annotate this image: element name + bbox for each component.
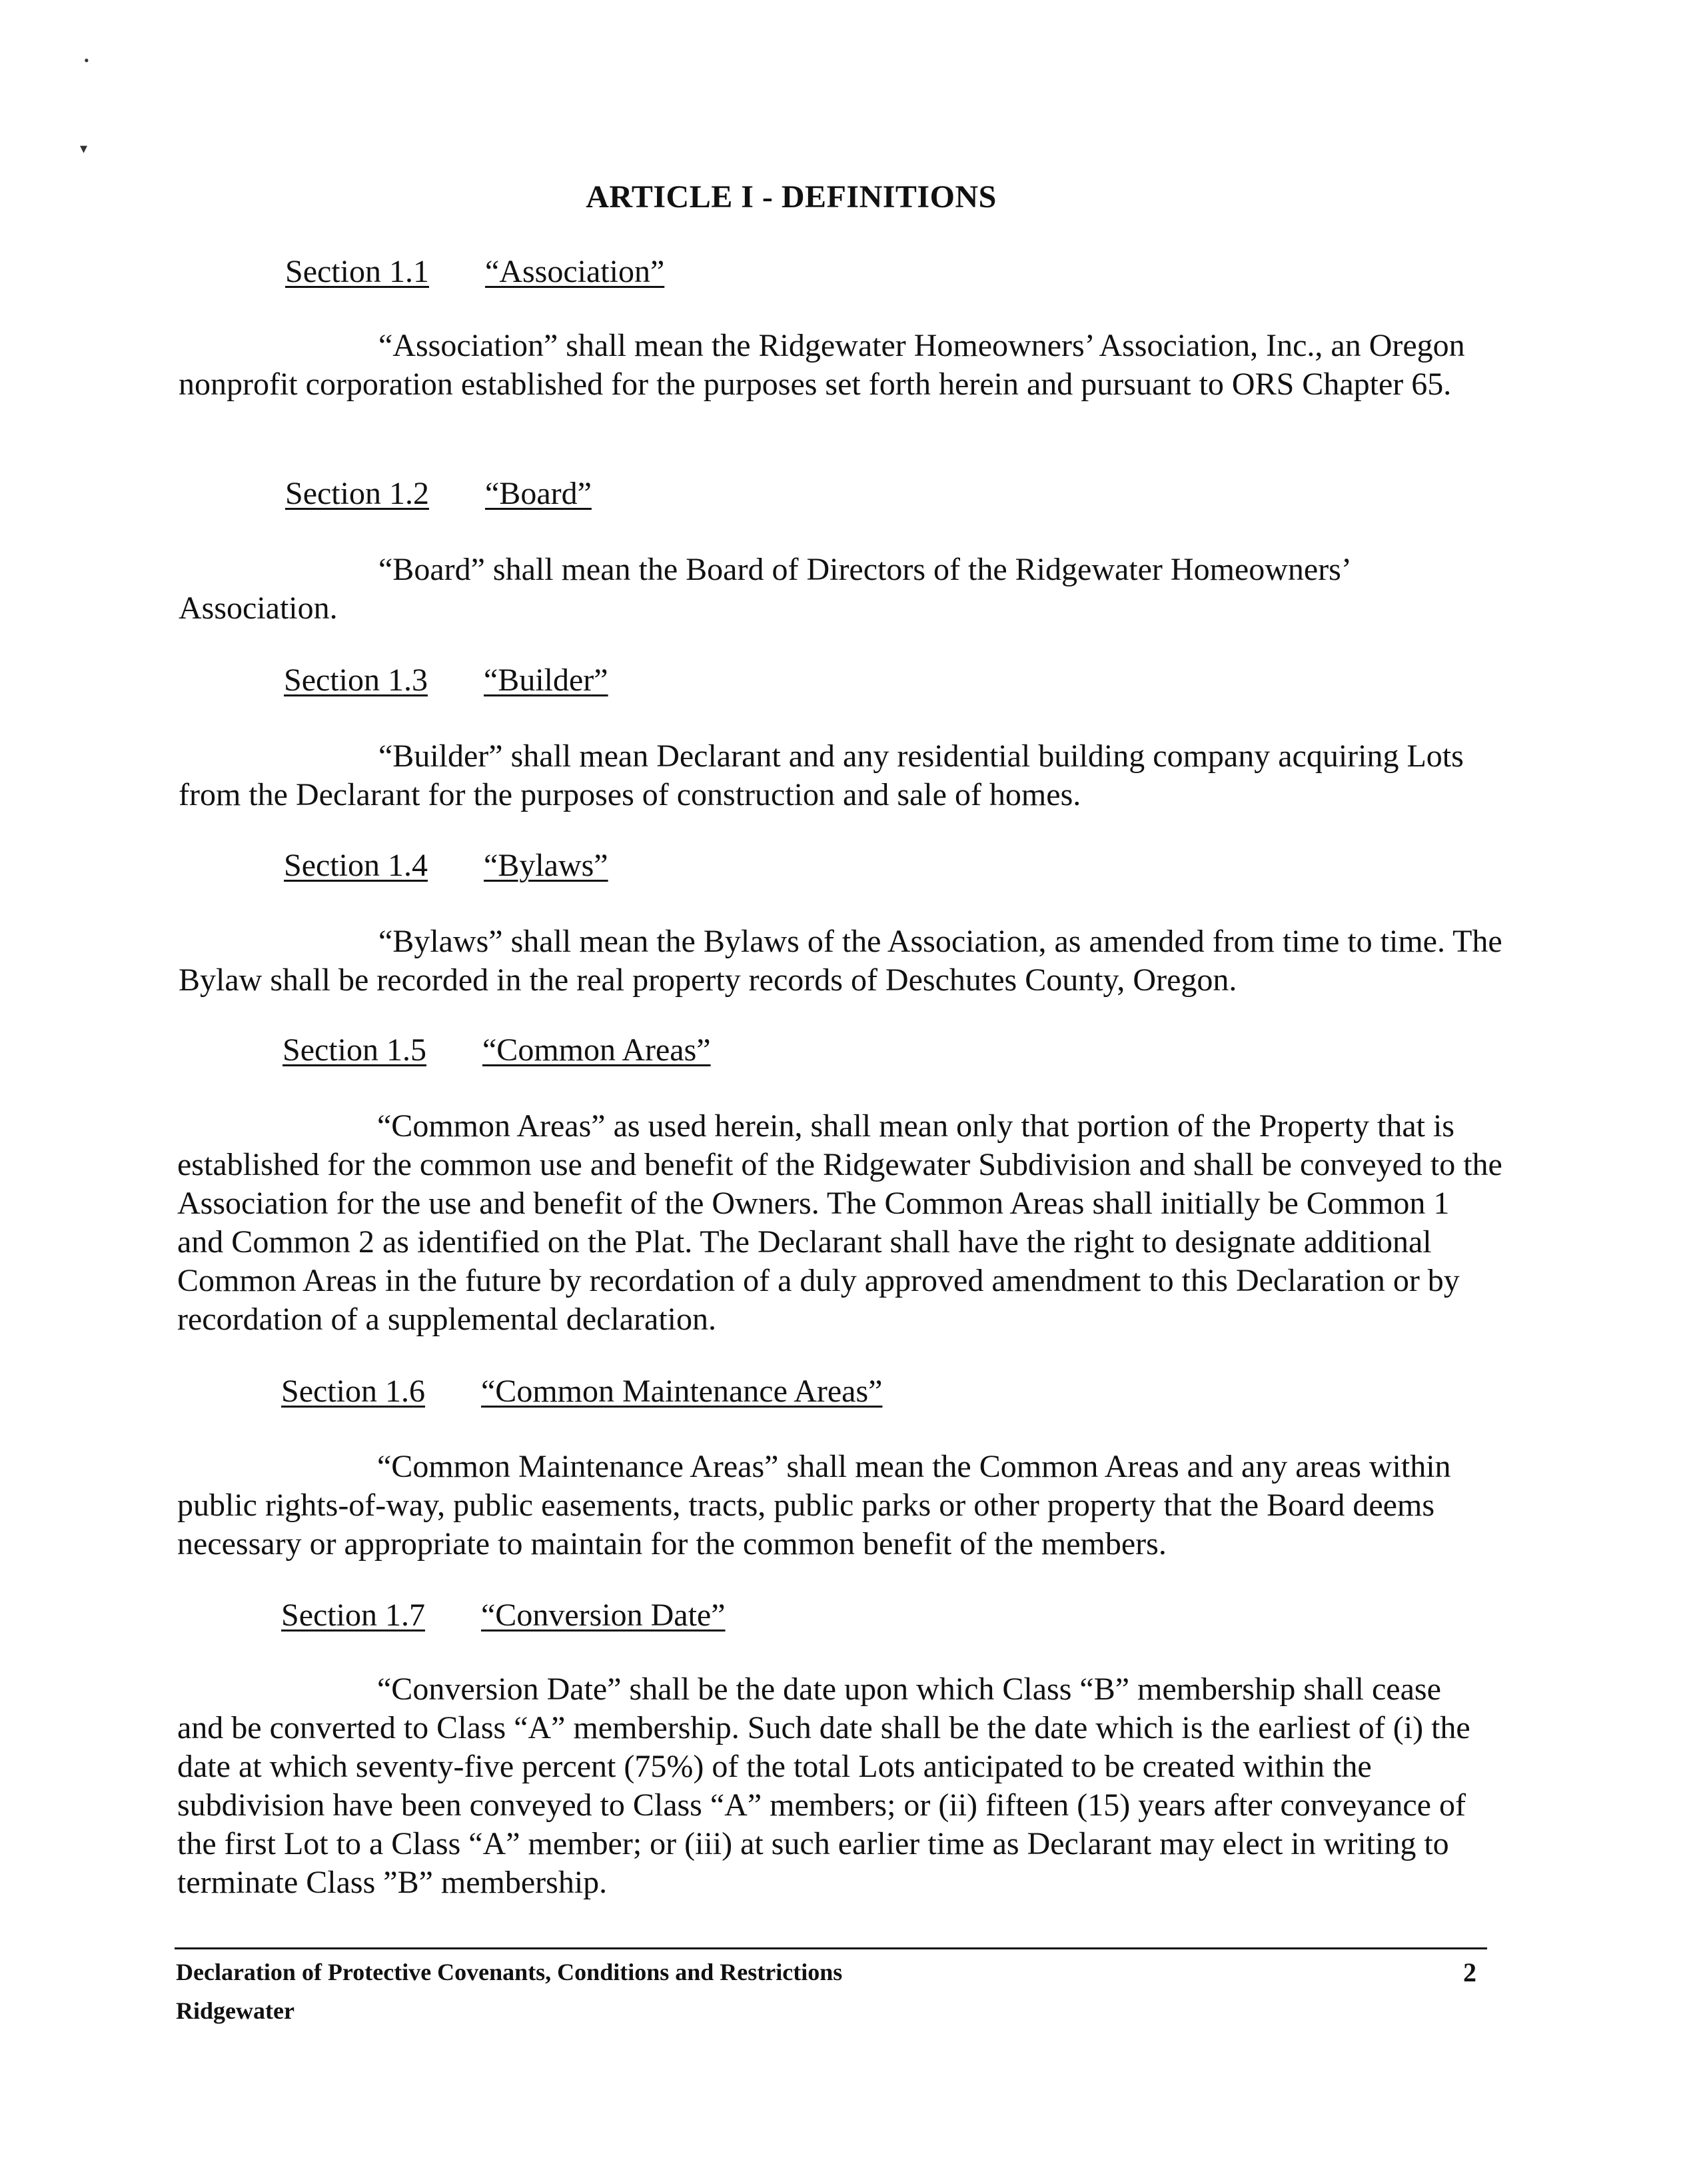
- section-number: Section 1.1: [285, 254, 429, 289]
- section-number: Section 1.5: [282, 1032, 426, 1068]
- section-title: “Common Areas”: [482, 1032, 711, 1068]
- section-title: “Board”: [485, 476, 592, 511]
- section-body: [179, 327, 1482, 404]
- section-text: “Common Maintenance Areas” shall mean the Common Areas and any areas within public rights-of-way, public easements, tracts, public parks or other property that the Board deems necessary or appropriate to maintain for the common benefit of the members.: [177, 1449, 1451, 1562]
- page-number: 2: [1463, 1957, 1476, 1987]
- footer-rule: [175, 1947, 1487, 1949]
- footer-title: Declaration of Protective Covenants, Conditions and Restrictions: [176, 1959, 843, 1985]
- section-text: “Builder” shall mean Declarant and any residential building company acquiring Lots from the Declarant for the purposes of construction and sale of homes.: [179, 738, 1464, 812]
- section-body: [179, 550, 1482, 628]
- scan-dot-mark: •: [84, 52, 89, 69]
- section-title: “Conversion Date”: [481, 1598, 726, 1633]
- section-number: Section 1.7: [281, 1598, 425, 1633]
- article-title: ARTICLE I - DEFINITIONS: [586, 179, 997, 215]
- section-title: “Builder”: [484, 662, 608, 698]
- section-heading: [284, 662, 608, 698]
- section-number: Section 1.4: [284, 848, 428, 883]
- scan-arrow-mark: ▾: [80, 140, 88, 157]
- section-text: “Conversion Date” shall be the date upon which Class “B” membership shall cease and be converted to Class “A” membership. Such date shall be the date which is the earliest of (i) the date at which seventy-five percent (75%) of the total Lots anticipated to be created within the subdivision have been conveyed to Class “A” members; or (ii) fifteen (15) years after conveyance of the first Lot to a Class “A” member; or (iii) at such earlier time as Declarant may elect in writing to terminate Class ”B” membership.: [177, 1671, 1470, 1900]
- footer-subtitle: Ridgewater: [176, 1997, 294, 2024]
- section-title: “Bylaws”: [484, 848, 608, 883]
- section-text: “Common Areas” as used herein, shall mean only that portion of the Property that is established for the common use and benefit of the Ridgewater Subdivision and shall be conveyed to the Association for the use and benefit of the Owners. The Common Areas shall initially be Common 1 and Common 2 as identified on the Plat. The Declarant shall have the right to designate additional Common Areas in the future by recordation of a duly approved amendment to this Declaration or by recordation of a supplemental declaration.: [177, 1108, 1502, 1337]
- section-heading: [282, 1032, 711, 1068]
- section-title: “Common Maintenance Areas”: [481, 1374, 883, 1409]
- section-body: [177, 1670, 1476, 1902]
- section-heading: [284, 847, 608, 884]
- section-heading: [285, 253, 665, 290]
- section-heading: [285, 475, 592, 512]
- section-heading: [281, 1373, 883, 1410]
- section-number: Section 1.2: [285, 476, 429, 511]
- section-text: “Association” shall mean the Ridgewater Homeowners’ Association, Inc., an Oregon nonprofit corporation established for the purposes set forth herein and pursuant to ORS Chapter 65.: [179, 328, 1465, 402]
- section-number: Section 1.6: [281, 1374, 425, 1409]
- section-body: [179, 737, 1482, 814]
- section-text: “Bylaws” shall mean the Bylaws of the Association, as amended from time to time. The Bylaw shall be recorded in the real property records of Deschutes County, Oregon.: [179, 924, 1502, 998]
- section-heading: [281, 1597, 726, 1634]
- section-body: [177, 1107, 1503, 1339]
- section-title: “Association”: [485, 254, 665, 289]
- section-number: Section 1.3: [284, 662, 428, 698]
- section-body: [177, 1448, 1483, 1564]
- section-body: [179, 922, 1504, 1000]
- section-text: “Board” shall mean the Board of Directors of the Ridgewater Homeowners’ Association.: [179, 552, 1350, 626]
